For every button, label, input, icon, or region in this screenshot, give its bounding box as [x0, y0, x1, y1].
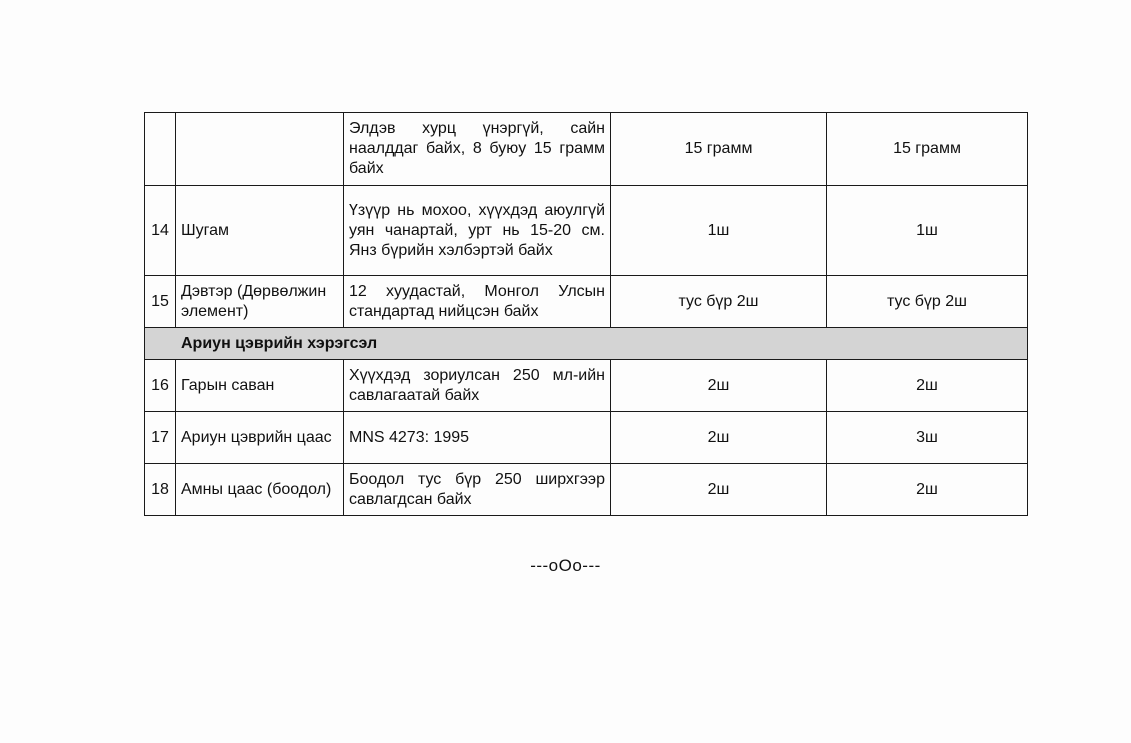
item-name: Гарын саван — [176, 360, 344, 412]
quantity-cell: 2ш — [611, 412, 827, 464]
item-name — [176, 113, 344, 186]
row-number: 15 — [145, 276, 176, 328]
table-row — [145, 276, 1028, 328]
item-name: Ариун цэврийн цаас — [176, 412, 344, 464]
quantity-cell: 2ш — [611, 464, 827, 516]
table-row — [145, 113, 1028, 186]
row-number: 14 — [145, 186, 176, 276]
section-title: Ариун цэврийн хэрэгсэл — [145, 328, 1028, 360]
table-row — [145, 464, 1028, 516]
row-number — [145, 113, 176, 186]
quantity-cell: 15 грамм — [611, 113, 827, 186]
quantity-cell: тус бүр 2ш — [611, 276, 827, 328]
row-number: 18 — [145, 464, 176, 516]
item-name: Шугам — [176, 186, 344, 276]
item-name: Амны цаас (боодол) — [176, 464, 344, 516]
table-row — [145, 360, 1028, 412]
quantity-cell: тус бүр 2ш — [827, 276, 1028, 328]
quantity-cell: 15 грамм — [827, 113, 1028, 186]
quantity-cell: 2ш — [611, 360, 827, 412]
row-number: 17 — [145, 412, 176, 464]
quantity-cell: 2ш — [827, 360, 1028, 412]
table-row — [145, 412, 1028, 464]
item-name: Дэвтэр (Дөрвөлжин элемент) — [176, 276, 344, 328]
item-description: Элдэв хурц үнэргүй, сайн наалддаг байх, 8 буюу 15 грамм байх — [344, 113, 611, 186]
end-of-document-mark: ---oOo--- — [530, 556, 601, 575]
requirements-table — [144, 112, 1028, 516]
quantity-cell: 1ш — [611, 186, 827, 276]
section-header-row — [145, 328, 1028, 360]
quantity-cell: 3ш — [827, 412, 1028, 464]
item-description: Боодол тус бүр 250 ширхгээр савлагдсан байх — [344, 464, 611, 516]
table-row — [145, 186, 1028, 276]
row-number: 16 — [145, 360, 176, 412]
item-description: Хүүхдэд зориулсан 250 мл-ийн савлагаатай байх — [344, 360, 611, 412]
item-description: Үзүүр нь мохоо, хүүхдэд аюулгүй уян чанартай, урт нь 15-20 см. Янз бүрийн хэлбэртэй байх — [344, 186, 611, 276]
quantity-cell: 2ш — [827, 464, 1028, 516]
item-description: 12 хуудастай, Монгол Улсын стандартад нийцсэн байх — [344, 276, 611, 328]
item-description: MNS 4273: 1995 — [344, 412, 611, 464]
quantity-cell: 1ш — [827, 186, 1028, 276]
